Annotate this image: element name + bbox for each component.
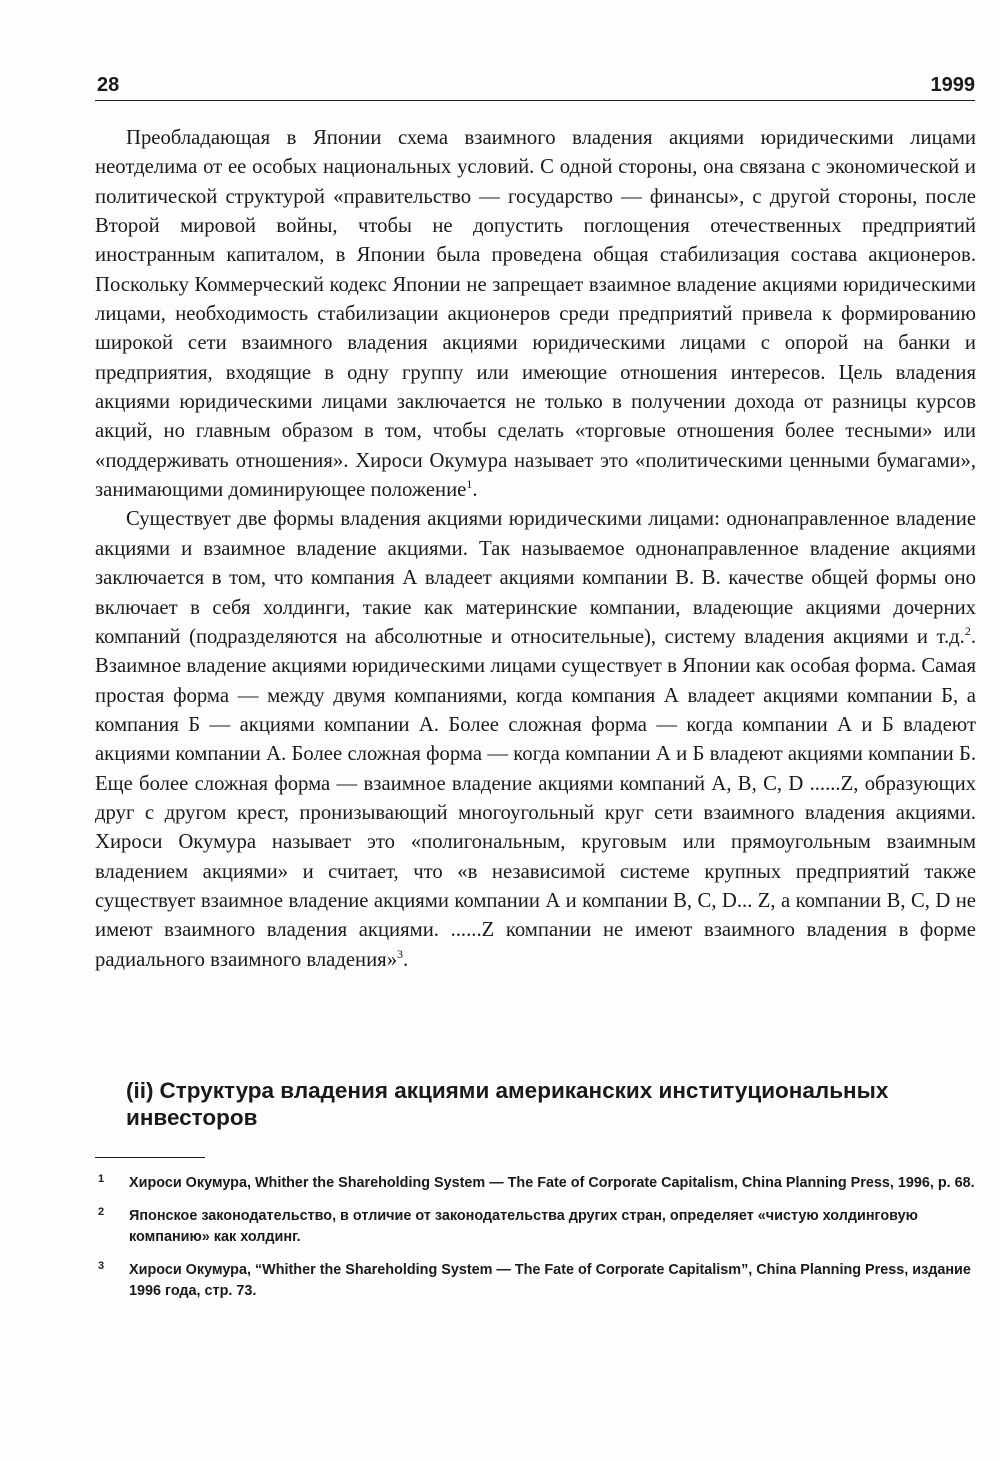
paragraph: Преобладающая в Японии схема взаимного владения акциями юридическими лицами неотделима от ее особых национальных условий. С одной стороны, она связана с экономической и политической структурой «правительство — государство — финансы», с другой стороны, после Второй мировой войны, чтобы не допустить поглощения отечественных предприятий иностранным капиталом, в Японии была проведена общая стабилизация состава акционеров. Поскольку Коммерческий кодекс Японии не запрещает взаимное владение акциями юридическими лицами, необходимость стабилизации акционеров среди предприятий привела к формированию широкой сети взаимного владения акциями юридическими лицами с опорой на банки и предприятия, входящие в одну группу или имеющие отношения интересов. Цель владения акциями юридическими лицами заключается не только в получении дохода от разницы курсов акций, но главным образом в том, чтобы сделать «торговые отношения более тесными» или «поддерживать отношения». Хироси Окумура называет это «политическими ценными бумагами», занимающими доминирующее положение$^1$.: [95, 127, 976, 502]
footnote-reference: 2: [964, 623, 971, 638]
section-heading: [126, 1077, 946, 1131]
section-title: Структура владения акциями американских институциональных инвесторов: [126, 1078, 889, 1130]
page-number: 28: [97, 74, 120, 96]
paragraph-text: Существует две формы владения акциями юридическими лицами: однонаправленное владение акциями и взаимное владение акциями. Так называемое однонаправленное владение акциями заключается в том, что компания А владеет акциями компании В. В. качестве общей формы оно включает в себя холдинги, такие как материнские компании, владеющие акциями дочерних компаний (подразделяются на абсолютные и относительные), систему владения акциями и т.д.: [95, 508, 976, 648]
paragraph-text: Преобладающая в Японии схема взаимного владения акциями юридическими лицами неотделима от ее особых национальных условий. С одной стороны, она связана с экономической и политической структурой «правительство — государство — финансы», с другой стороны, после Второй мировой войны, чтобы не допустить поглощения отечественных предприятий иностранным капиталом, в Японии была проведена общая стабилизация состава акционеров. Поскольку Коммерческий кодекс Японии не запрещает взаимное владение акциями юридическими лицами, необходимость стабилизации акционеров среди предприятий привела к формированию широкой сети взаимного владения акциями юридическими лицами с опорой на банки и предприятия, входящие в одну группу или имеющие отношения интересов. Цель владения акциями юридическими лицами заключается не только в получении дохода от разницы курсов акций, но главным образом в том, чтобы сделать «торговые отношения более тесными» или «поддерживать отношения». Хироси Окумура называет это «политическими ценными бумагами», занимающими доминирующее положение: [95, 127, 976, 502]
running-header-year: 1999: [930, 74, 975, 96]
footnote-reference: 1: [466, 477, 473, 492]
footnote-number: 1: [98, 1173, 105, 1185]
footnote: [95, 1260, 976, 1302]
footnote-text: Хироси Окумура, “Whither the Shareholding System — The Fate of Corporate Capitalism”, China Planning Press, издание 1996 года, стр. 73.: [129, 1262, 971, 1299]
footnotes: [95, 1173, 976, 1314]
footnote-text: Хироси Окумура, Whither the Shareholding System — The Fate of Corporate Capitalism, China Planning Press, 1996, p. 68.: [129, 1175, 975, 1191]
footnote-number: 3: [98, 1260, 105, 1272]
footnote: [95, 1206, 976, 1248]
main-text: [95, 124, 976, 975]
running-header: [95, 74, 975, 101]
footnote: [95, 1173, 976, 1194]
paragraph-text: Взаимное владение акциями юридическими лицами существует в Японии как особая форма. Самая простая форма — между двумя компаниями, когда компания А владеет акциями компании Б, а компания Б — акциями компании А. Более сложная форма — когда компании А и Б владеют акциями компании А. Более сложная форма — когда компании А и Б владеют акциями компании Б. Еще более сложная форма — взаимное владение акциями компаний А, В, С, D ......Z, образующих друг с другом крест, пронизывающий многоугольный круг сети взаимного владения акциями. Хироси Окумура называет это «полигональным, круговым или прямоугольным взаимным владением акциями» и считает, что «в независимой системе крупных предприятий также существует взаимное владение акциями компании А и компании В, С, D... Z, а компании В, С, D не имеют взаимного владения акциями. ......Z компании не имеют взаимного владения в форме радиального взаимного владения»: [95, 655, 976, 971]
section-number: (ii): [126, 1078, 154, 1103]
paragraph: Существует две формы владения акциями юридическими лицами: однонаправленное владение акциями и взаимное владение акциями. Так называемое однонаправленное владение акциями заключается в том, что компания А владеет акциями компании В. В. качестве общей формы оно включает в себя холдинги, такие как материнские компании, владеющие акциями дочерних компаний (подразделяются на абсолютные и относительные), систему владения акциями и т.д.$^2$. Взаимное владение акциями юридическими лицами существует в Японии как особая форма. Самая простая форма — между двумя компаниями, когда компания А владеет акциями компании Б, а компания Б — акциями компании А. Более сложная форма — когда компании А и Б владеют акциями компании А. Более сложная форма — когда компании А и Б владеют акциями компании Б. Еще более сложная форма — взаимное владение акциями компаний А, В, С, D ......Z, образующих друг с другом крест, пронизывающий многоугольный круг сети взаимного владения акциями. Хироси Окумура называет это «полигональным, круговым или прямоугольным взаимным владением акциями» и считает, что «в независимой системе крупных предприятий также существует взаимное владение акциями компании А и компании В, С, D... Z, а компании В, С, D не имеют взаимного владения акциями. ......Z компании не имеют взаимного владения в форме радиального взаимного владения»$^3$.: [95, 508, 976, 971]
footnote-reference: 3: [397, 946, 404, 961]
footnote-text: Японское законодательство, в отличие от законодательства других стран, определяет «чистую холдинговую компанию» как холдинг.: [129, 1208, 918, 1245]
footnote-number: 2: [98, 1206, 105, 1218]
footnote-divider: [95, 1157, 205, 1158]
